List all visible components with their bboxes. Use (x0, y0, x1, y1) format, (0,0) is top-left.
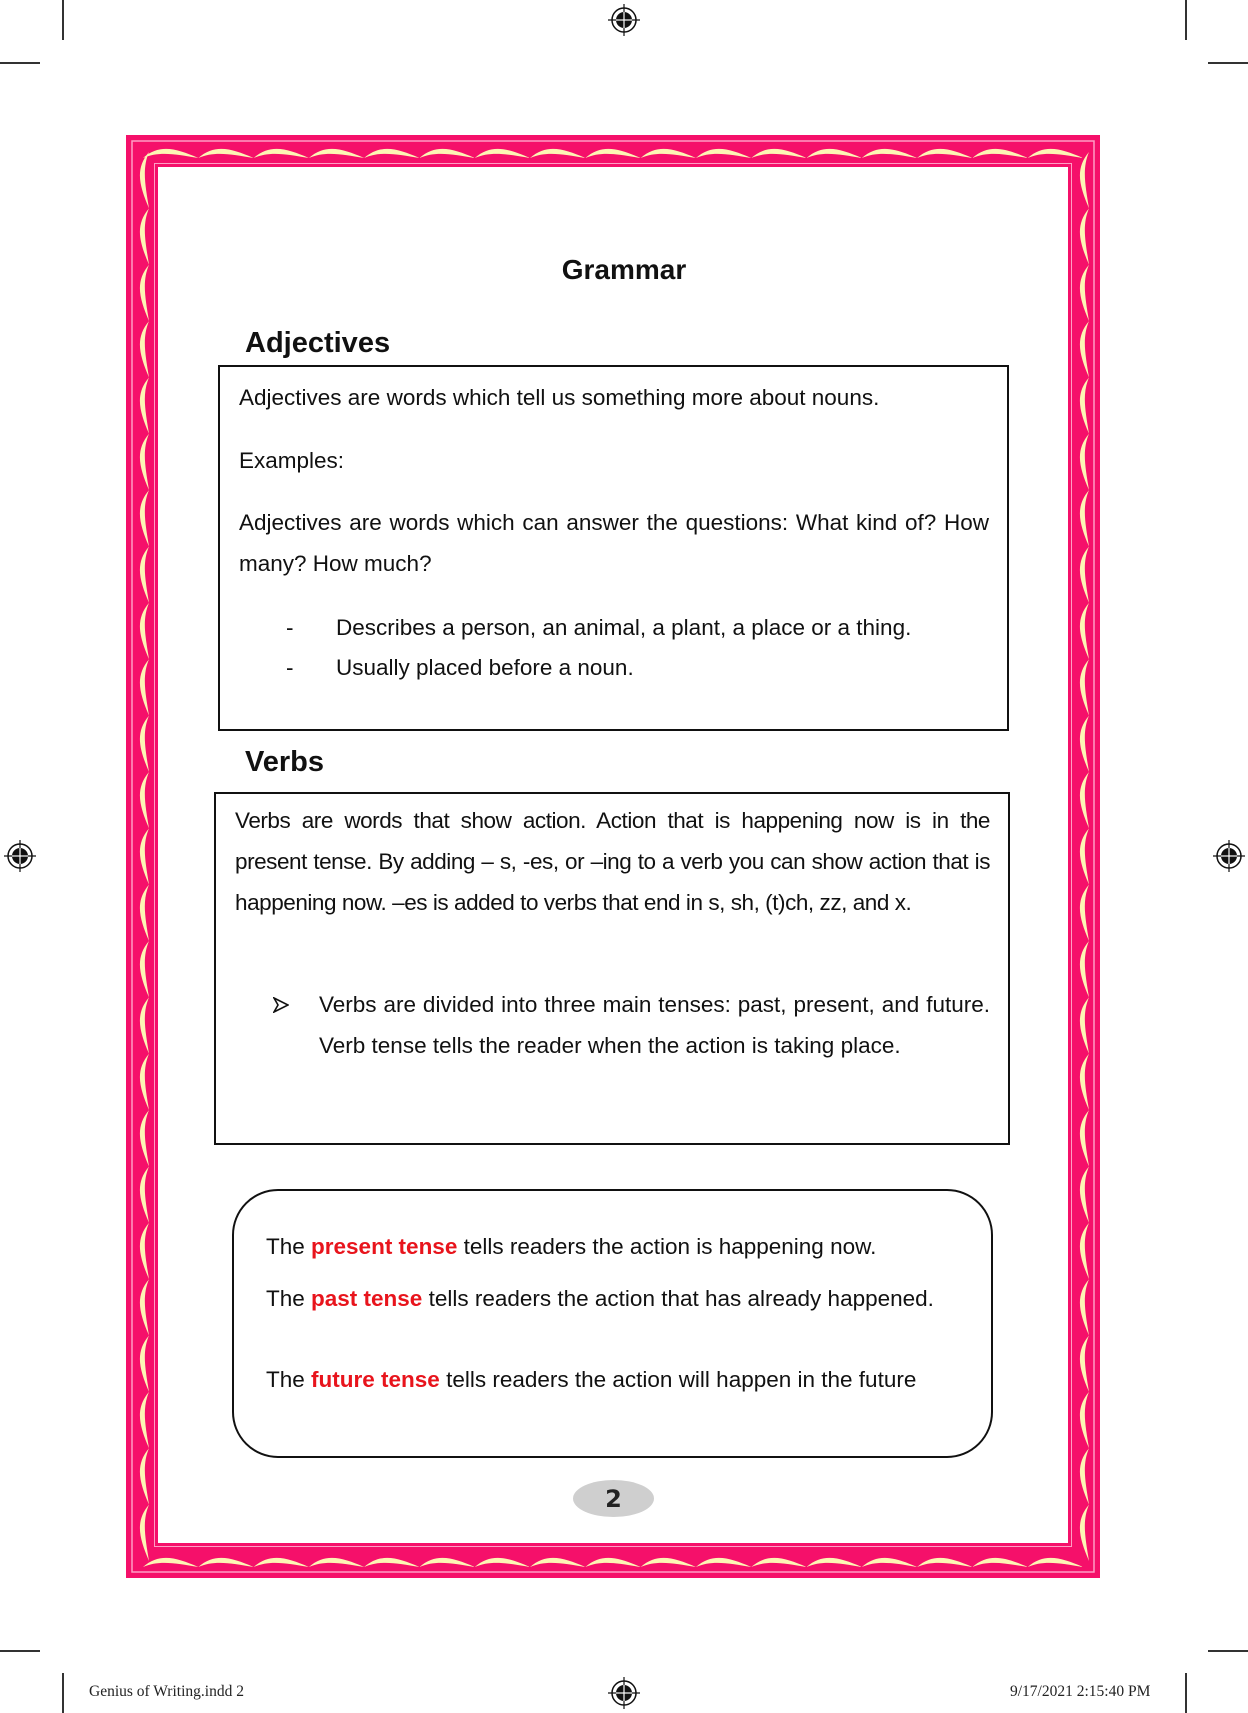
page-title: Grammar (561, 254, 687, 285)
registration-target-icon (607, 3, 641, 37)
tense-line-present (266, 1232, 958, 1262)
ribbon-bottom (143, 1558, 1083, 1567)
tense-prefix: The (266, 1286, 312, 1311)
tenses-summary-box (232, 1189, 993, 1458)
tense-prefix: The (266, 1234, 312, 1259)
ribbon-left (140, 152, 149, 1561)
verbs-definition: Verbs are words that show action. Action that is happening now is in the present tense. By adding – s, -es, or –ing to a verb you can show action that is happening now. –es is added to verbs that end in s, sh, (t)ch, zz, and x. (235, 808, 990, 915)
ribbon-top (143, 149, 1083, 158)
verbs-bullet-item: Verbs are divided into three main tenses: past, present, and future. Verb tense tells the reader when the action is taking place. (319, 992, 990, 1058)
tense-line-future (266, 1365, 958, 1395)
tense-highlight: future tense (311, 1367, 440, 1392)
page-number-badge: 2 (573, 1480, 654, 1517)
tense-highlight: past tense (311, 1286, 423, 1311)
tense-line-past (266, 1284, 958, 1314)
tense-highlight: present tense (311, 1234, 458, 1259)
registration-target-icon (1212, 839, 1246, 873)
arrowhead-bullet-icon (273, 997, 289, 1013)
crop-mark-top-left-horizontal (0, 62, 40, 64)
adjectives-examples-label: Examples: (239, 448, 345, 473)
registration-target-icon (607, 1676, 641, 1710)
adjectives-bullet-item: Usually placed before a noun. (336, 655, 634, 680)
adjectives-bullet-item: Describes a person, an animal, a plant, a place or a thing. (336, 615, 912, 640)
crop-mark-top-right-horizontal (1208, 62, 1248, 64)
tense-suffix: tells readers the action will happen in the future (439, 1367, 917, 1392)
crop-mark-top-right-vertical (1185, 0, 1187, 40)
tense-prefix: The (266, 1367, 312, 1392)
footer-file-label: Genius of Writing.indd 2 (89, 1683, 244, 1700)
crop-mark-bottom-right-vertical (1185, 1673, 1187, 1713)
footer-timestamp: 9/17/2021 2:15:40 PM (1010, 1683, 1151, 1700)
ribbon-right (1080, 152, 1089, 1561)
crop-mark-bottom-left-horizontal (0, 1650, 40, 1652)
verbs-heading: Verbs (245, 746, 324, 778)
registration-target-icon (3, 839, 37, 873)
tense-suffix: tells readers the action is happening now. (457, 1234, 877, 1259)
dash-bullet-marker: - (286, 615, 294, 640)
adjectives-heading: Adjectives (245, 327, 391, 359)
verbs-box (214, 792, 1010, 1145)
adjectives-box (218, 365, 1009, 731)
dash-bullet-marker: - (286, 655, 294, 680)
crop-mark-bottom-left-vertical (62, 1673, 64, 1713)
adjectives-definition: Adjectives are words which tell us something more about nouns. (239, 385, 880, 410)
tense-suffix: tells readers the action that has already happened. (422, 1286, 934, 1311)
crop-mark-bottom-right-horizontal (1208, 1650, 1248, 1652)
adjectives-questions: Adjectives are words which can answer the questions: What kind of? How many? How much? (239, 510, 989, 576)
crop-mark-top-left-vertical (62, 0, 64, 40)
